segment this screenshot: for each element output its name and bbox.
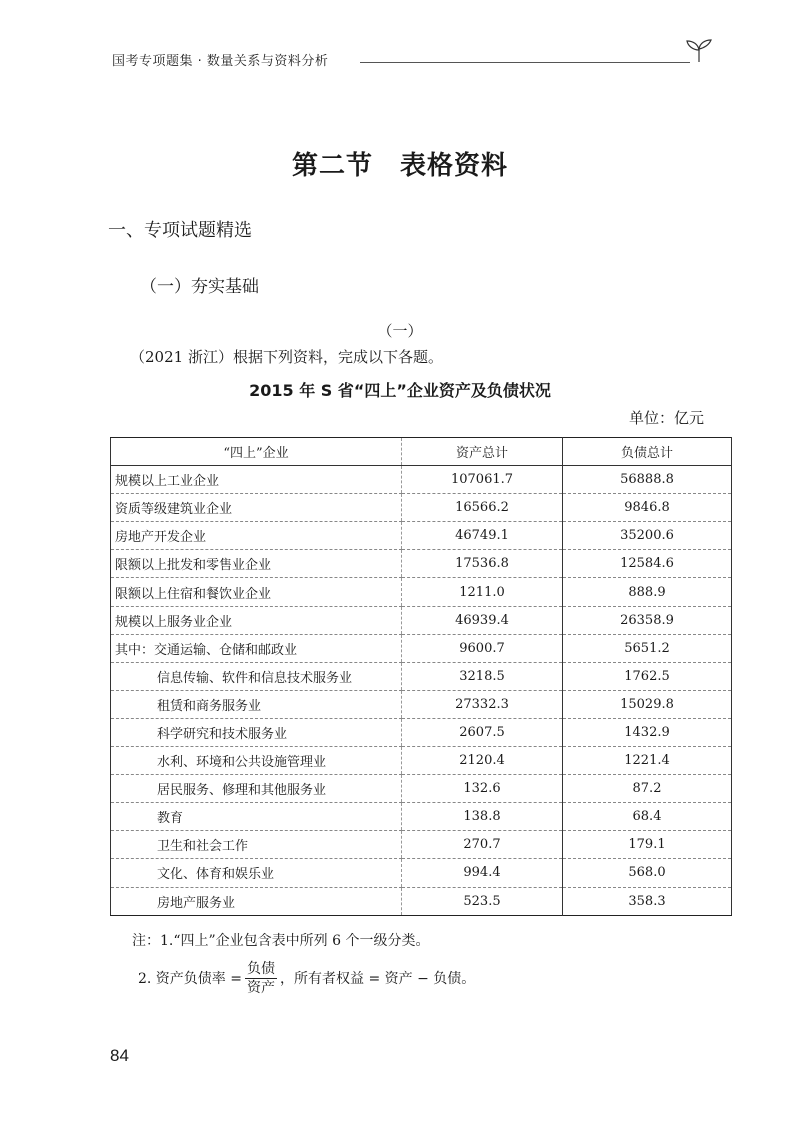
cell-assets: 2120.4 — [402, 747, 563, 775]
cell-assets: 270.7 — [402, 831, 563, 859]
header-rule — [360, 62, 690, 63]
cell-enterprise: 教育 — [111, 803, 402, 831]
cell-assets: 107061.7 — [402, 466, 563, 494]
table-row — [111, 747, 732, 775]
cell-liabilities: 35200.6 — [563, 522, 732, 550]
table-row — [111, 494, 732, 522]
cell-assets: 138.8 — [402, 803, 563, 831]
note-1: 注：1.“四上”企业包含表中所列 6 个一级分类。 — [132, 933, 430, 949]
cell-liabilities: 179.1 — [563, 831, 732, 859]
heading-level-2: （一）夯实基础 — [140, 277, 259, 297]
cell-assets: 132.6 — [402, 775, 563, 803]
table-row — [111, 634, 732, 662]
table-row — [111, 859, 732, 887]
table-row — [111, 578, 732, 606]
cell-assets: 16566.2 — [402, 494, 563, 522]
cell-liabilities: 12584.6 — [563, 550, 732, 578]
cell-liabilities: 358.3 — [563, 887, 732, 915]
cell-assets: 27332.3 — [402, 690, 563, 718]
fraction-denominator: 资产 — [247, 979, 275, 996]
page-number: 84 — [110, 1046, 129, 1065]
table-row — [111, 690, 732, 718]
table-row — [111, 803, 732, 831]
table-row — [111, 606, 732, 634]
data-table — [110, 437, 732, 916]
cell-liabilities: 26358.9 — [563, 606, 732, 634]
cell-assets: 994.4 — [402, 859, 563, 887]
cell-liabilities: 87.2 — [563, 775, 732, 803]
cell-liabilities: 15029.8 — [563, 690, 732, 718]
table-row — [111, 718, 732, 746]
cell-enterprise: 文化、体育和娱乐业 — [111, 859, 402, 887]
cell-liabilities: 5651.2 — [563, 634, 732, 662]
cell-liabilities: 888.9 — [563, 578, 732, 606]
sprout-icon — [684, 38, 714, 64]
table-title: 2015 年 S 省“四上”企业资产及负债状况 — [249, 381, 551, 400]
column-header-enterprise: “四上”企业 — [111, 438, 402, 466]
table-row — [111, 831, 732, 859]
section-title: 第二节 表格资料 — [291, 151, 508, 181]
fraction-numerator: 负债 — [247, 960, 275, 977]
cell-enterprise: 居民服务、修理和其他服务业 — [111, 775, 402, 803]
cell-assets: 9600.7 — [402, 634, 563, 662]
cell-assets: 2607.5 — [402, 718, 563, 746]
cell-assets: 1211.0 — [402, 578, 563, 606]
column-header-liabilities: 负债总计 — [563, 438, 732, 466]
debt-ratio-fraction — [245, 960, 277, 997]
cell-liabilities: 1221.4 — [563, 747, 732, 775]
heading-level-1: 一、专项试题精选 — [108, 220, 252, 241]
note-2-suffix: ，所有者权益 = 资产 − 负债。 — [280, 971, 476, 987]
running-head: 国考专项题集 · 数量关系与资料分析 — [112, 54, 329, 69]
table-row — [111, 775, 732, 803]
cell-liabilities: 568.0 — [563, 859, 732, 887]
note-2-prefix: 2. 资产负债率 = — [138, 971, 242, 987]
cell-liabilities: 1432.9 — [563, 718, 732, 746]
cell-enterprise: 卫生和社会工作 — [111, 831, 402, 859]
table-body — [111, 466, 732, 916]
cell-assets: 17536.8 — [402, 550, 563, 578]
cell-liabilities: 68.4 — [563, 803, 732, 831]
question-intro: （2021 浙江）根据下列资料，完成以下各题。 — [130, 348, 443, 366]
cell-assets: 46939.4 — [402, 606, 563, 634]
cell-assets: 523.5 — [402, 887, 563, 915]
table-row — [111, 662, 732, 690]
cell-enterprise: 资质等级建筑业企业 — [111, 494, 402, 522]
table-row — [111, 522, 732, 550]
cell-enterprise: 租赁和商务服务业 — [111, 690, 402, 718]
column-header-assets: 资产总计 — [402, 438, 563, 466]
cell-enterprise: 限额以上住宿和餐饮业企业 — [111, 578, 402, 606]
cell-enterprise: 科学研究和技术服务业 — [111, 718, 402, 746]
cell-enterprise: 信息传输、软件和信息技术服务业 — [111, 662, 402, 690]
cell-enterprise: 房地产开发企业 — [111, 522, 402, 550]
note-2 — [138, 958, 475, 998]
cell-enterprise: 限额以上批发和零售业企业 — [111, 550, 402, 578]
cell-liabilities: 56888.8 — [563, 466, 732, 494]
cell-assets: 3218.5 — [402, 662, 563, 690]
table-row — [111, 466, 732, 494]
cell-enterprise: 房地产服务业 — [111, 887, 402, 915]
table-row — [111, 887, 732, 915]
cell-liabilities: 1762.5 — [563, 662, 732, 690]
question-set-number: （一） — [377, 322, 423, 340]
table-header-row — [111, 438, 732, 466]
cell-enterprise: 规模以上工业企业 — [111, 466, 402, 494]
table-unit: 单位：亿元 — [628, 409, 704, 427]
cell-enterprise: 规模以上服务业企业 — [111, 606, 402, 634]
cell-liabilities: 9846.8 — [563, 494, 732, 522]
cell-enterprise: 水利、环境和公共设施管理业 — [111, 747, 402, 775]
cell-assets: 46749.1 — [402, 522, 563, 550]
table-row — [111, 550, 732, 578]
cell-enterprise: 其中：交通运输、仓储和邮政业 — [111, 634, 402, 662]
